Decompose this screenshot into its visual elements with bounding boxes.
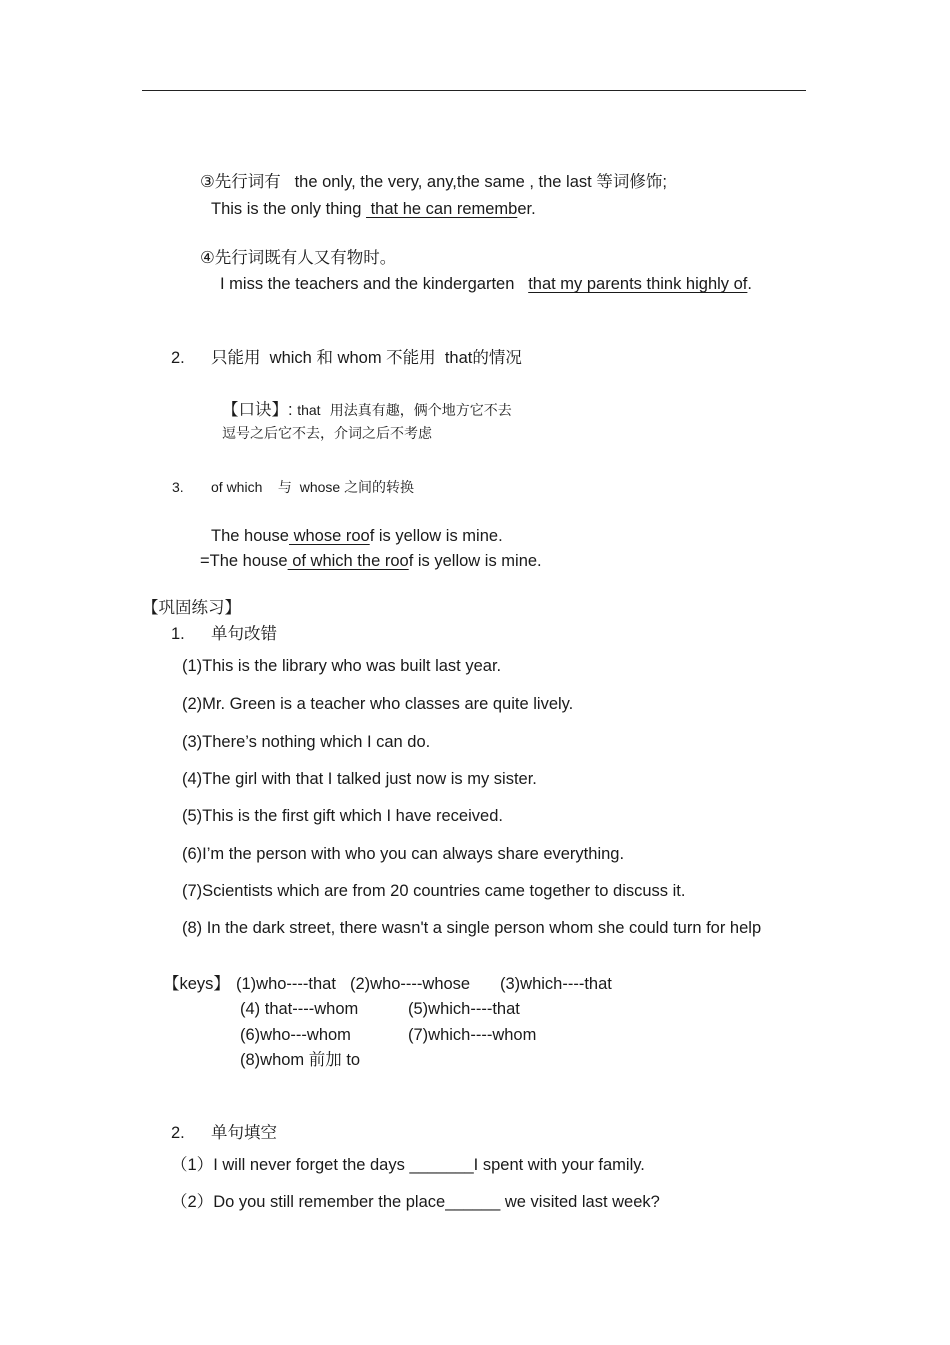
example-of-which-pre: =The house bbox=[200, 552, 288, 570]
rule4-heading: ④先行词既有人又有物时。 bbox=[200, 249, 397, 267]
key-7: (7)which----whom bbox=[408, 1026, 537, 1044]
list-item: (5)This is the first gift which I have received. bbox=[182, 807, 503, 825]
rule3-example-pre: This is the only thing bbox=[211, 200, 362, 218]
list-item: (8) In the dark street, there wasn't a single person whom she could turn for help bbox=[182, 919, 762, 937]
fill-item-2 bbox=[171, 1192, 660, 1212]
example-whose-post: f is yellow is mine. bbox=[369, 527, 503, 545]
section3-word-whose: whose bbox=[299, 479, 341, 495]
example-whose-pre: The house bbox=[211, 527, 289, 545]
key-1: (1)who----that bbox=[236, 975, 336, 993]
rule4-example-underlined: that my parents think highly of bbox=[528, 275, 748, 293]
section3-heading bbox=[211, 477, 414, 497]
section3-num: 3. bbox=[172, 479, 184, 495]
fill-item-text: Do you still remember the place______ we visited last week? bbox=[213, 1193, 660, 1211]
example-of-which-post: f is yellow is mine. bbox=[408, 552, 542, 570]
list-item: (2)Mr. Green is a teacher who classes are quite lively. bbox=[182, 695, 574, 713]
rule3-example-end: er. bbox=[517, 200, 536, 218]
fill-item-number: （2） bbox=[171, 1193, 214, 1211]
rule4-example-end: . bbox=[747, 275, 752, 293]
mnemonic-text-1: 用法真有趣，俩个地方它不去 bbox=[329, 402, 512, 418]
section2-heading bbox=[211, 348, 522, 368]
example-whose bbox=[211, 526, 503, 546]
fill-item-text: I will never forget the days _______I spent with your family. bbox=[213, 1156, 645, 1174]
mnemonic-word: that bbox=[297, 402, 321, 418]
fill-item-1 bbox=[171, 1155, 645, 1175]
part2-title: 单句填空 bbox=[211, 1124, 277, 1142]
part1-title: 单句改错 bbox=[211, 625, 277, 643]
section2-text-4: 的情况 bbox=[472, 349, 522, 367]
section2-num: 2. bbox=[171, 349, 185, 367]
list-item: (3)There’s nothing which I can do. bbox=[182, 733, 431, 751]
section3-word-of-which: of which bbox=[211, 479, 263, 495]
mnemonic-line-2: 逗号之后它不去，介词之后不考虑 bbox=[222, 425, 432, 441]
rule3-example bbox=[211, 199, 536, 219]
part2-num: 2. bbox=[171, 1124, 185, 1142]
key-3: (3)which----that bbox=[500, 975, 612, 993]
list-item: (6)I’m the person with who you can always share everything. bbox=[182, 845, 625, 863]
mnemonic-line-1 bbox=[222, 400, 512, 420]
section2-word-that: that bbox=[444, 349, 473, 367]
section2-text-3: 不能用 bbox=[386, 349, 436, 367]
fill-item-number: （1） bbox=[171, 1156, 214, 1174]
key-6: (6)who---whom bbox=[240, 1026, 351, 1044]
list-item: (7)Scientists which are from 20 countries came together to discuss it. bbox=[182, 882, 686, 900]
rule3-example-underlined: that he can rememb bbox=[366, 200, 518, 218]
rule4-example-pre: I miss the teachers and the kindergarten bbox=[220, 275, 515, 293]
example-of-which-underlined: of which the roo bbox=[287, 552, 409, 570]
section2-word-which: which bbox=[269, 349, 312, 367]
section2-text-2: 和 bbox=[316, 349, 333, 367]
rule3-zh-prefix: ③先行词有 bbox=[200, 173, 281, 191]
list-item: (4)The girl with that I talked just now is my sister. bbox=[182, 770, 537, 788]
section2-text-1: 只能用 bbox=[211, 349, 261, 367]
rule3-heading bbox=[200, 172, 667, 192]
mnemonic-label: 【口诀】: bbox=[222, 401, 293, 419]
header-rule bbox=[142, 90, 806, 91]
part1-num: 1. bbox=[171, 625, 185, 643]
key-4: (4) that----whom bbox=[240, 1000, 359, 1018]
rule3-zh-suffix: 等词修饰; bbox=[596, 173, 667, 191]
example-whose-underlined: whose roo bbox=[288, 527, 370, 545]
key-8: (8)whom 前加 to bbox=[240, 1051, 361, 1069]
keys-label: 【keys】 bbox=[163, 975, 230, 993]
section3-text-2: 之间的转换 bbox=[344, 479, 415, 495]
list-item: (1)This is the library who was built last year. bbox=[182, 657, 502, 675]
key-5: (5)which----that bbox=[408, 1000, 520, 1018]
key-2: (2)who----whose bbox=[350, 975, 471, 993]
rule3-words: the only, the very, any,the same , the last bbox=[294, 173, 592, 191]
section2-word-whom: whom bbox=[337, 349, 382, 367]
example-of-which bbox=[200, 551, 542, 571]
practice-header: 【巩固练习】 bbox=[142, 599, 241, 617]
section3-text-1: 与 bbox=[277, 479, 292, 495]
rule4-example bbox=[220, 274, 752, 294]
